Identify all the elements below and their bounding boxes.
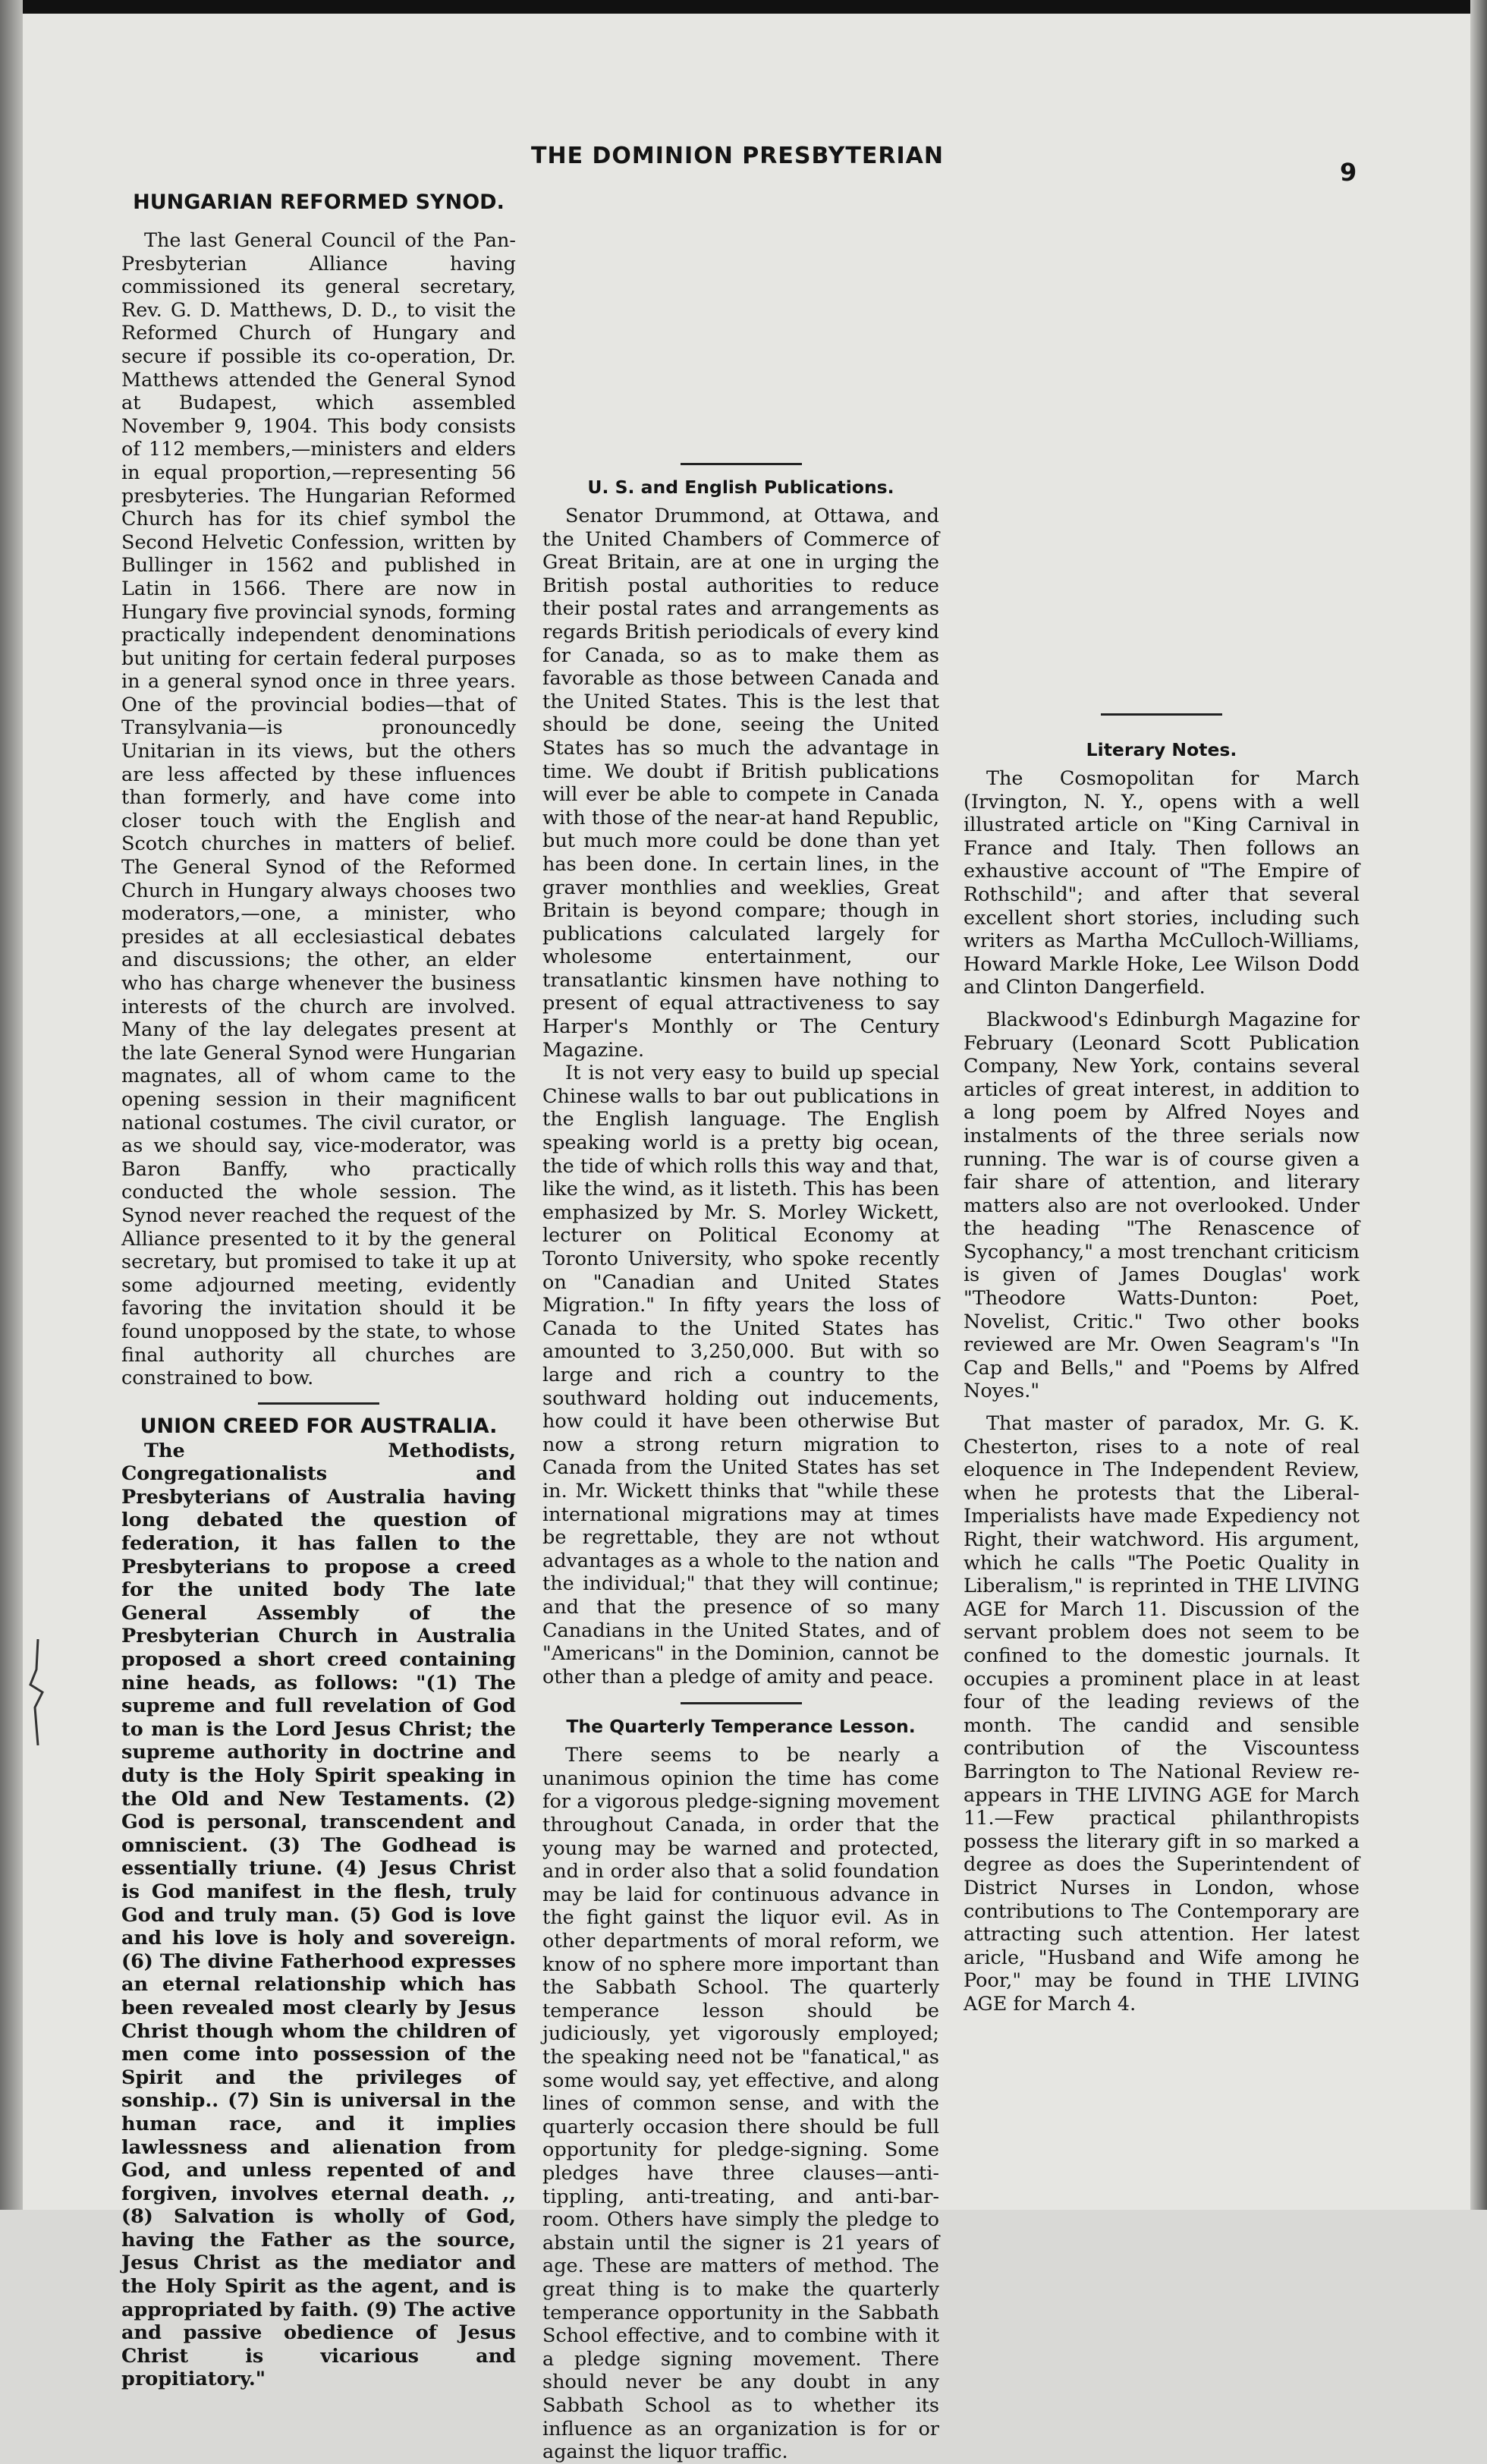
section-divider — [681, 463, 802, 465]
column-2 — [542, 190, 939, 2464]
section-divider — [258, 1402, 379, 1405]
page-binding-edge — [0, 0, 23, 2210]
union-creed-body: The Methodists, Congregationalists and Presbyterians of Australia having long debated the question of federation, it has fallen to the Presbyterians to propose a creed for the united body The late General Assembly of the Presbyterian Church in Australia proposed a short creed containing nine heads, as follows: "(1) The supreme and full revelation of God to man is the Lord Jesus Christ; the supreme authority in doctrine and duty is the Holy Spirit speaking in the Old and New Testaments. (2) God is personal, transcendent and omniscient. (3) The Godhead is essentially triune. (4) Jesus Christ is God manifest in the flesh, truly God and truly man. (5) God is love and his love is holy and sovereign. (6) The divine Fatherhood expresses an eternal relationship which has been revealed most clearly by Jesus Christ though whom the children of men come into possession of the Spirit and the privileges of sonship.. (7) Sin is universal in the human race, and it implies lawlessness and alienation from God, and unless repented of and forgiven, involves eternal death. ,,(8) Salvation is wholly of God, having the Father as the source, Jesus Christ as the mediator and the Holy Spirit as the agent, and is appropriated by faith. (9) The active and passive obedience of Jesus Christ is vicarious and propitiatory." — [121, 1439, 516, 2391]
hungarian-synod-body: The last General Council of the Pan-Presbyterian Alliance having commissioned its general secretary, Rev. G. D. Matthews, D. D., to visit the Reformed Church of Hungary and secure if possible its co-operation, Dr. Matthews attended the General Synod at Budapest, which assembled November 9, 1904. This body consists of 112 members,—ministers and elders in equal proportion,—representing 56 presbyteries. The Hungarian Reformed Church has for its chief symbol the Second Helvetic Confession, written by Bullinger in 1562 and published in Latin in 1566. There are now in Hungary five provincial synods, forming practically independent denominations but uniting for certain federal purposes in a general synod once in three years. One of the provincial bodies—that of Transylvania—is pronouncedly Unitarian in its views, but the others are less affected by these influences than formerly, and have come into closer touch with the English and Scotch churches in matters of belief. The General Synod of the Reformed Church in Hungary always chooses two moderators,—one, a minister, who presides at all ecclesiastical debates and discussions; the other, an elder who has charge whenever the business interests of the church are involved. Many of the lay delegates present at the late General Synod were Hungarian magnates, all of whom came to the opening session in their magnificent national costumes. The civil curator, or as we should say, vice-moderator, was Baron Banffy, who practically conducted the whole session. The Synod never reached the request of the Alliance presented to it by the general secretary, but promised to take it up at some adjourned meeting, evidently favoring the invitation should it be found unopposed by the state, to whose final authority all churches are constrained to bow. — [121, 229, 516, 1390]
publications-title: U. S. and English Publications. — [587, 477, 894, 498]
publications-paragraph: Senator Drummond, at Ottawa, and the United Chambers of Commerce of Great Britain, are at one in urging the British postal authorities to reduce their postal rates and arrangements as regards British periodicals of every kind for Canada, so as to make them as favorable as those between Canada and the United States. This is the lest that should be done, seeing the United States has so much the advantage in time. We doubt if British publications will ever be able to compete in Canada with those of the near-at hand Republic, but much more could be done than yet has been done. In certain lines, in the graver monthlies and weeklies, Great Britain is beyond compare; though in publications calculated largely for wholesome entertainment, our transatlantic kinsmen have nothing to present of equal attractiveness to say Harper's Monthly or The Century Magazine. — [542, 505, 939, 1062]
page-top-border — [0, 0, 1487, 14]
literary-paragraph: Blackwood's Edinburgh Magazine for February (Leonard Scott Publication Company, New York, contains several articles of great interest, in addition to a long poem by Alfred Noyes and instalments of the three serials now running. The war is of course given a fair share of attention, and literary matters also are not overlooked. Under the heading "The Renascence of Sycophancy," a most trenchant criticism is given of James Douglas' work "Theodore Watts-Dunton: Poet, Novelist, Critic." Two other books reviewed are Mr. Owen Seagram's "In Cap and Bells," and "Poems by Alfred Noyes." — [964, 1008, 1360, 1403]
literary-notes-title: Literary Notes. — [1086, 739, 1237, 760]
publications-paragraph: It is not very easy to build up special Chinese walls to bar out publications in the English language. The English speaking world is a pretty big ocean, the tide of which rolls this way and that, like the wind, as it listeth. This has been emphasized by Mr. S. Morley Wickett, lecturer on Political Economy at Toronto University, who spoke recently on "Canadian and United States Migration." In fifty years the loss of Canada to the United States has amounted to 3,250,000. But with so large and rich a country to the southward holding out inducements, how could it have been otherwise But now a strong return migration to Canada from the United States has set in. Mr. Wickett thinks that "while these international migrations may at times be regrettable, they are not wthout advantages as a whole to the nation and the individual;" that they will continue; and that the presence of so many Canadians in the United States, and of "Americans" in the Dominion, cannot be other than a pledge of amity and peace. — [542, 1062, 939, 1688]
margin-pen-mark — [27, 1639, 47, 1745]
temperance-body: There seems to be nearly a unanimous opinion the time has come for a vigorous pledge-signing movement throughout Canada, in order that the young may be warned and protected, and in order also that a solid foundation may be laid for continuous advance in the fight gainst the liquor evil. As in other departments of moral reform, we know of no sphere more important than the Sabbath School. The quarterly temperance lesson should be judiciously, yet vigorously employed; the speaking need not be "fanatical," as some would say, yet effective, and along lines of common sense, and with the quarterly occasion there should be full opportunity for pledge-signing. Some pledges have three clauses—anti-tippling, anti-treating, and anti-bar-room. Others have simply the pledge to abstain until the signer is 21 years of age. These are matters of method. The great thing is to make the quarterly temperance opportunity in the Sabbath School effective, and to combine with it a pledge signing movement. There should never be any doubt in any Sabbath School as to whether its influence as an organization is for or against the liquor traffic. — [542, 1744, 939, 2464]
column-1 — [121, 190, 516, 2391]
section-divider — [681, 1702, 802, 1704]
page-right-edge — [1470, 0, 1487, 2210]
union-creed-title: UNION CREED FOR AUSTRALIA. — [140, 1414, 498, 1438]
temperance-title: The Quarterly Temperance Lesson. — [566, 1716, 916, 1738]
running-header: THE DOMINION PRESBYTERIAN — [531, 143, 944, 169]
page-number: 9 — [1340, 158, 1357, 187]
literary-paragraph: That master of paradox, Mr. G. K. Chesterton, rises to a note of real eloquence in The Independent Review, when he protests that the Liberal-Imperialists have made Expediency not Right, their watchword. His argument, which he calls "The Poetic Quality in Liberalism," is reprinted in THE LIVING AGE for March 11. Discussion of the servant problem does not seem to be confined to the domestic journals. It occupies a prominent place in at least four of the leading reviews of the month. The candid and sensible contribution of the Viscountess Barrington to The National Review re-appears in THE LIVING AGE for March 11.—Few practical philanthropists possess the literary gift in so marked a degree as does the Superintendent of District Nurses in London, whose contributions to The Contemporary are attracting such attention. Her latest aricle, "Husband and Wife among he Poor," may be found in THE LIVING AGE for March 4. — [964, 1412, 1360, 2016]
section-divider — [1101, 713, 1222, 716]
column-3 — [964, 190, 1360, 2016]
literary-paragraph: The Cosmopolitan for March (Irvington, N. Y., opens with a well illustrated article on "King Carnival in France and Italy. Then follows an exhaustive account of "The Empire of Rothschild"; and after that several excellent short stories, including such writers as Martha McCulloch-Williams, Howard Markle Hoke, Lee Wilson Dodd and Clinton Dangerfield. — [964, 767, 1360, 999]
hungarian-synod-title: HUNGARIAN REFORMED SYNOD. — [133, 190, 505, 214]
